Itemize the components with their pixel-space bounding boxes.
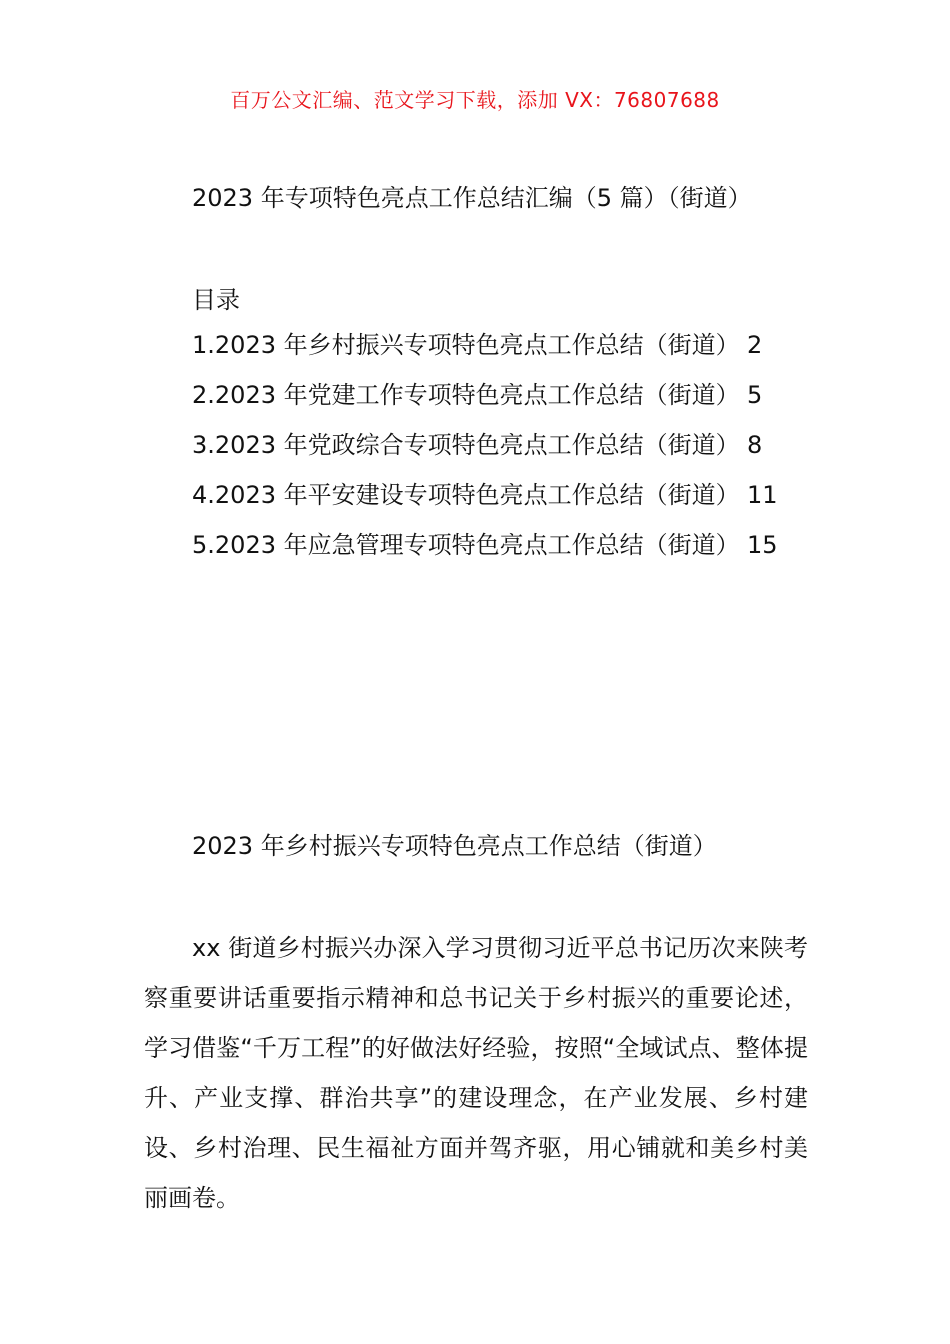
- toc-item-title: 1.2023 年乡村振兴专项特色亮点工作总结（街道）: [192, 331, 740, 359]
- toc-item-1[interactable]: [192, 328, 812, 378]
- toc-item-title: 2.2023 年党建工作专项特色亮点工作总结（街道）: [192, 381, 740, 409]
- toc-item-title: 3.2023 年党政综合专项特色亮点工作总结（街道）: [192, 431, 740, 459]
- table-of-contents: [192, 328, 812, 578]
- toc-item-4[interactable]: [192, 478, 812, 528]
- section-title: 2023 年乡村振兴专项特色亮点工作总结（街道）: [192, 832, 717, 860]
- section-paragraph: xx 街道乡村振兴办深入学习贯彻习近平总书记历次来陕考察重要讲话重要指示精神和总书记关于乡村振兴的重要论述，学习借鉴“千万工程”的好做法好经验，按照“全域试点、整体提升、产业支撑、群治共享”的建设理念，在产业发展、乡村建设、乡村治理、民生福祉方面并驾齐驱，用心铺就和美乡村美丽画卷。: [144, 934, 808, 1212]
- header-promo-note: 百万公文汇编、范文学习下载，添加 VX：76807688: [230, 88, 720, 112]
- toc-item-5[interactable]: [192, 528, 812, 578]
- toc-item-page: 11: [747, 481, 778, 509]
- toc-item-3[interactable]: [192, 428, 812, 478]
- document-title: 2023 年专项特色亮点工作总结汇编（5 篇）（街道）: [192, 184, 752, 212]
- toc-item-page: 8: [747, 431, 763, 459]
- toc-item-2[interactable]: [192, 378, 812, 428]
- toc-item-title: 5.2023 年应急管理专项特色亮点工作总结（街道）: [192, 531, 740, 559]
- toc-item-page: 2: [747, 331, 763, 359]
- toc-item-page: 15: [747, 531, 778, 559]
- toc-item-page: 5: [747, 381, 763, 409]
- toc-heading: 目录: [192, 286, 240, 314]
- toc-item-title: 4.2023 年平安建设专项特色亮点工作总结（街道）: [192, 481, 740, 509]
